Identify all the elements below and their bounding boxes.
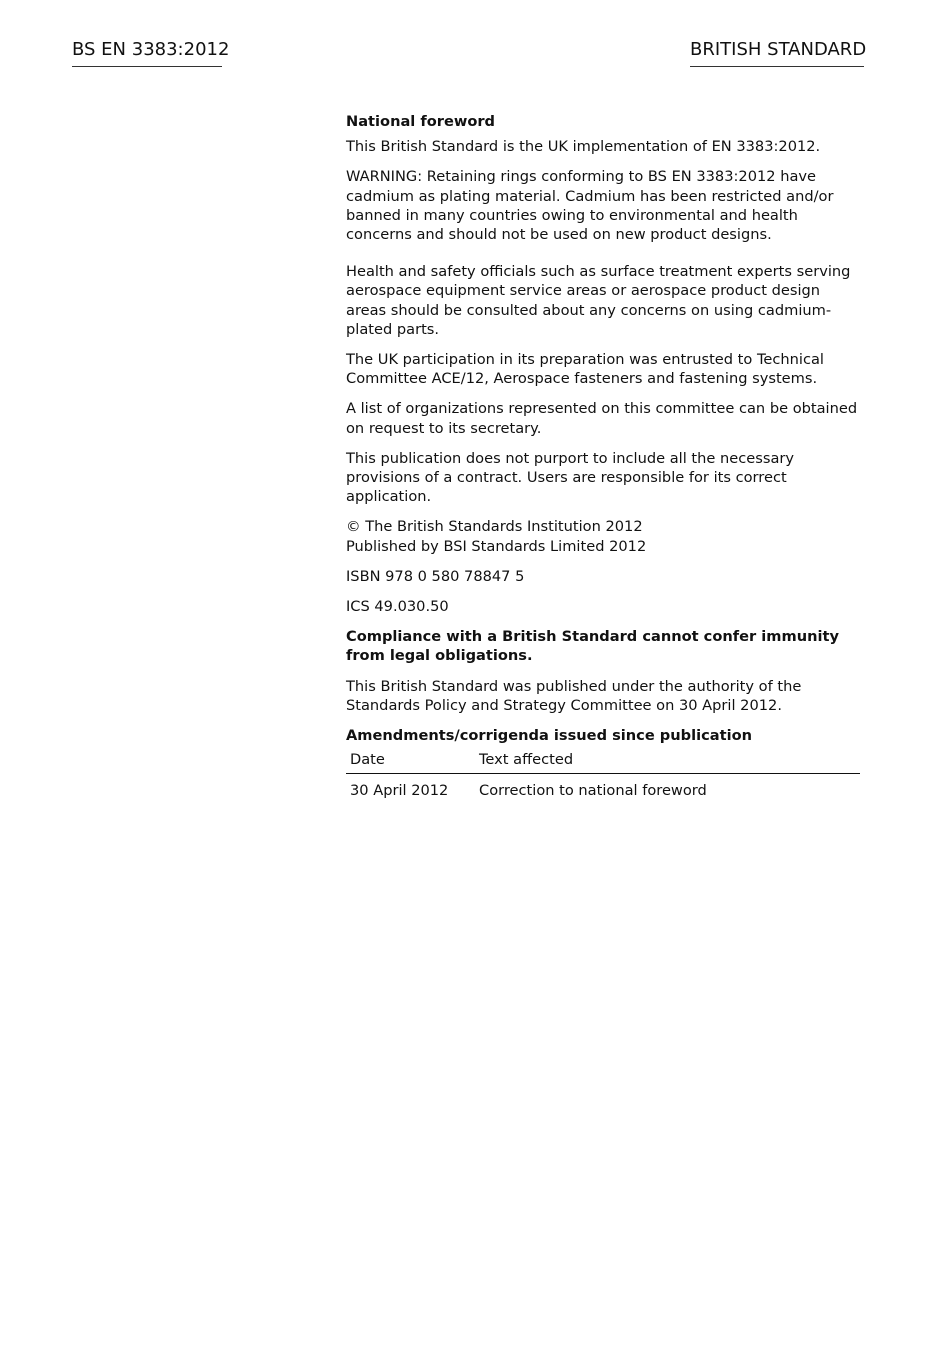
health-safety-paragraph: Health and safety officials such as surface treatment experts serving aerospace equipment service areas or aerospace product design areas should be consulted about any concerns on using cadmium-plated parts.	[346, 263, 851, 338]
isbn: ISBN 978 0 580 78847 5	[346, 567, 525, 585]
table-header-row	[346, 747, 860, 774]
column-header-date: Date	[346, 747, 475, 774]
section-title: National foreword	[346, 113, 496, 130]
compliance-statement: Compliance with a British Standard cannot confer immunity from legal obligations.	[346, 628, 839, 665]
organizations-paragraph: A list of organizations represented on this committee can be obtained on request to its secretary.	[346, 400, 858, 437]
column-header-text-affected: Text affected	[475, 747, 860, 774]
national-foreword-section	[346, 112, 860, 805]
table-row	[346, 774, 860, 805]
amendment-text-affected: Correction to national foreword	[479, 782, 707, 800]
amendment-date: 30 April 2012	[350, 782, 449, 800]
publisher-line: Published by BSI Standards Limited 2012	[346, 537, 647, 555]
header-standard-number: BS EN 3383:2012	[72, 38, 222, 67]
participation-paragraph: The UK participation in its preparation was entrusted to Technical Committee ACE/12, Aerospace fasteners and fastening systems.	[346, 351, 824, 388]
header-british-standard: BRITISH STANDARD	[690, 38, 864, 67]
copyright-block	[346, 517, 860, 555]
implementation-paragraph: This British Standard is the UK implementation of EN 3383:2012.	[346, 138, 821, 156]
authority-paragraph: This British Standard was published under the authority of the Standards Policy and Strategy Committee on 30 April 2012.	[346, 677, 802, 714]
copyright-line: © The British Standards Institution 2012	[346, 518, 643, 536]
amendments-table	[346, 747, 860, 804]
ics: ICS 49.030.50	[346, 598, 449, 616]
warning-paragraph: WARNING: Retaining rings conforming to BS EN 3383:2012 have cadmium as plating material. Cadmium has been restricted and/or banned in many countries owing to environmental and health concerns and should not be used on new product designs.	[346, 168, 834, 244]
amendments-title: Amendments/corrigenda issued since publication	[346, 727, 752, 745]
provisions-paragraph: This publication does not purport to include all the necessary provisions of a contract. Users are responsible for its correct application.	[346, 449, 795, 506]
